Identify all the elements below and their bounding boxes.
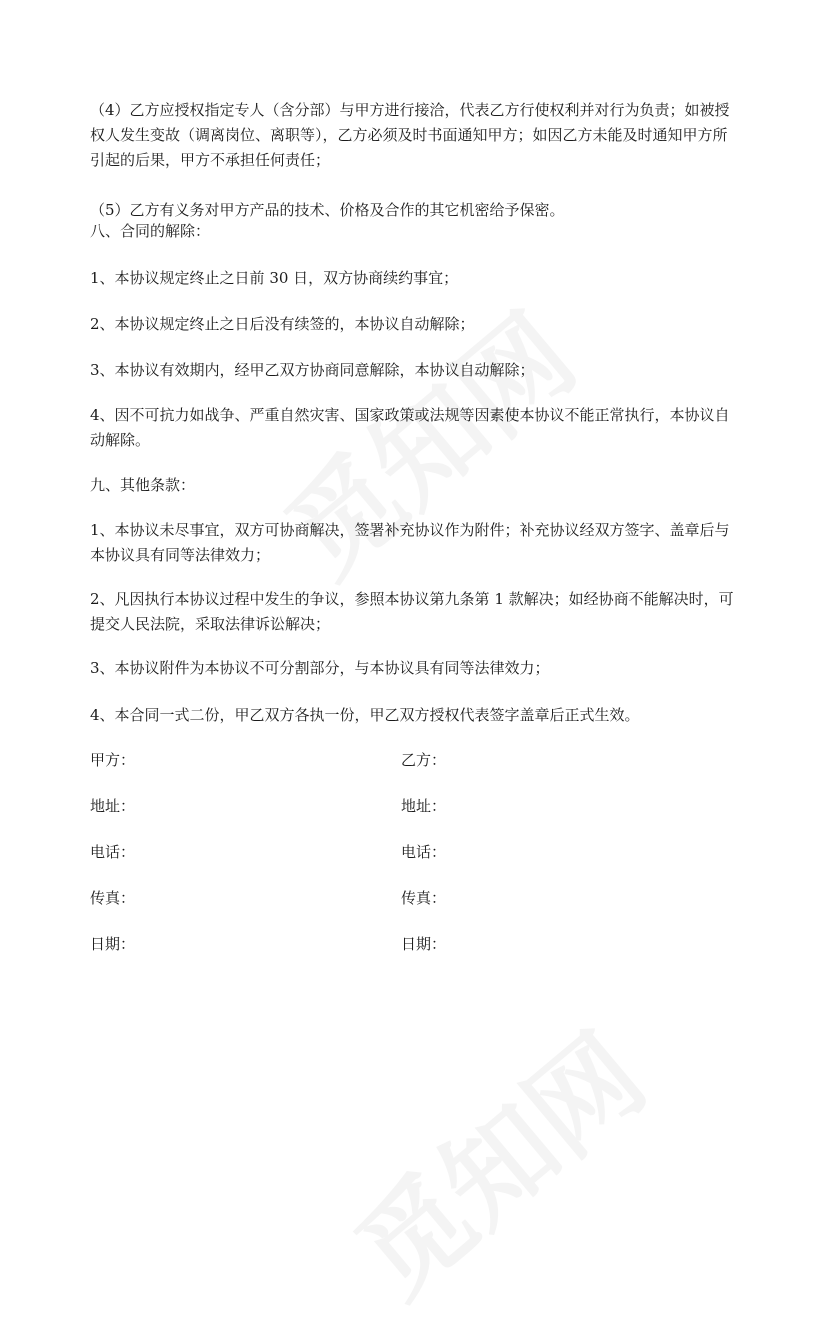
party-b-label: 乙方： <box>401 751 447 769</box>
party-b-phone-label: 电话： <box>401 843 447 861</box>
party-a-address-label: 地址： <box>90 797 136 815</box>
party-b-address-label: 地址： <box>401 797 447 815</box>
clause-8-item-4: 4、因不可抗力如战争、严重自然灾害、国家政策或法规等因素使本协议不能正常执行，本协议自动解除。 <box>90 406 730 449</box>
party-a-phone-label: 电话： <box>90 843 136 861</box>
section-heading-8: 八、合同的解除： <box>90 222 211 240</box>
party-a-label: 甲方： <box>90 751 136 769</box>
clause-9-item-4: 4、本合同一式二份，甲乙双方各执一份，甲乙双方授权代表签字盖章后正式生效。 <box>90 706 640 724</box>
party-a-fax-label: 传真： <box>90 889 136 907</box>
clause-7-item-5: （5）乙方有义务对甲方产品的技术、价格及合作的其它机密给予保密。 <box>90 201 565 219</box>
section-heading-9: 九、其他条款： <box>90 476 196 494</box>
watermark <box>318 992 672 1325</box>
clause-8-item-1: 1、本协议规定终止之日前 30 日，双方协商续约事宜； <box>90 269 459 287</box>
clause-8-item-2: 2、本协议规定终止之日后没有续签的，本协议自动解除； <box>90 315 475 333</box>
party-b-date-label: 日期： <box>401 935 447 953</box>
clause-9-item-2: 2、凡因执行本协议过程中发生的争议，参照本协议第九条第 1 款解决；如经协商不能解决时，可提交人民法院，采取法律诉讼解决； <box>90 590 734 633</box>
clause-9-item-3: 3、本协议附件为本协议不可分割部分，与本协议具有同等法律效力； <box>90 659 550 677</box>
party-a-date-label: 日期： <box>90 935 136 953</box>
clause-7-item-4: （4）乙方应授权指定专人（含分部）与甲方进行接洽，代表乙方行使权利并对行为负责；如被授权人发生变故（调离岗位、离职等），乙方必须及时书面通知甲方；如因乙方未能及时通知甲方所引起的后果，甲方不承担任何责任； <box>90 101 730 169</box>
clause-8-item-3: 3、本协议有效期内，经甲乙双方协商同意解除，本协议自动解除； <box>90 361 535 379</box>
clause-9-item-1: 1、本协议未尽事宜，双方可协商解决，签署补充协议作为附件；补充协议经双方签字、盖章后与本协议具有同等法律效力； <box>90 521 730 564</box>
party-b-fax-label: 传真： <box>401 889 447 907</box>
